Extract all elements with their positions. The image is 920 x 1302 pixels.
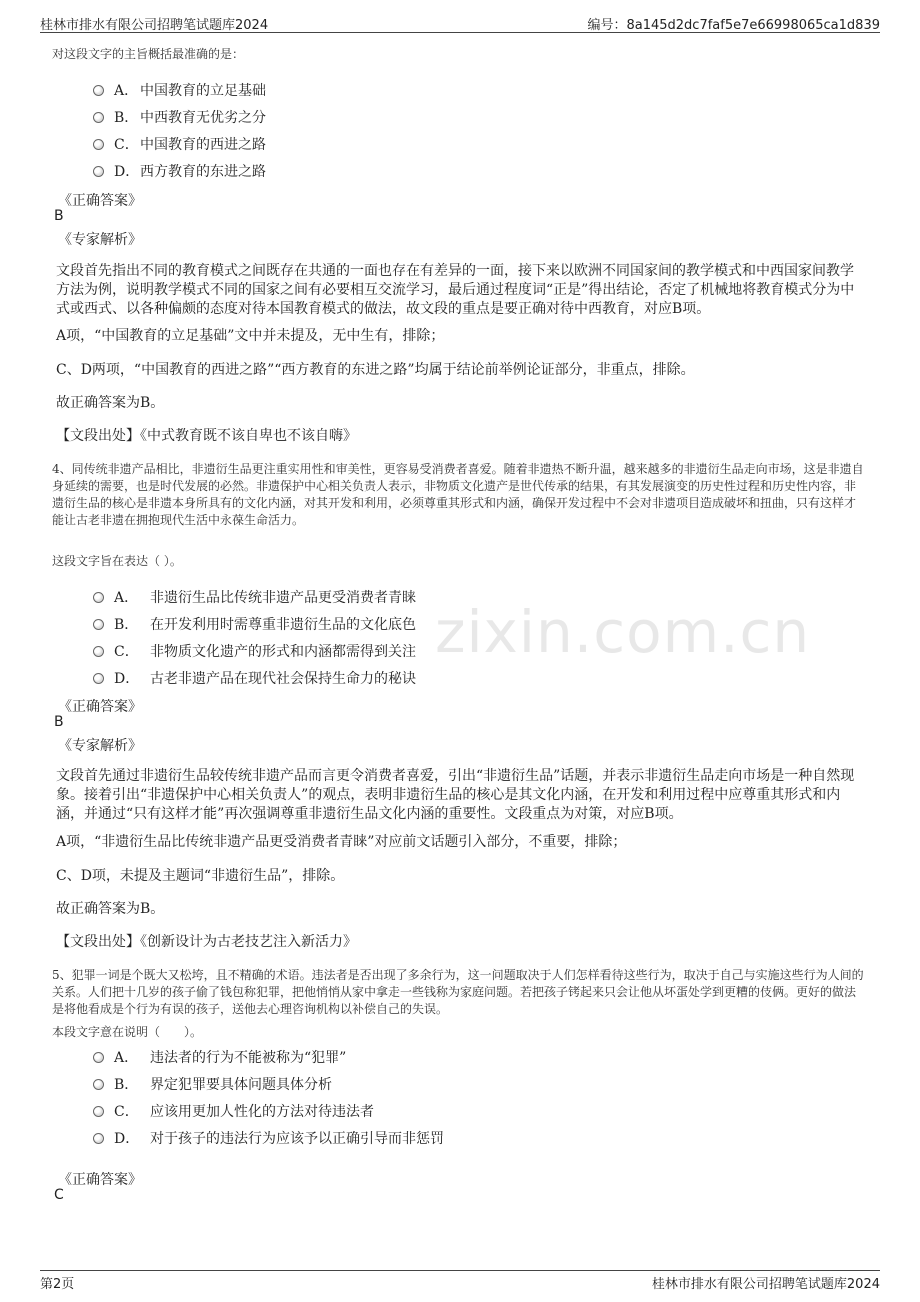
- q3-option-d[interactable]: [93, 161, 266, 181]
- radio-icon[interactable]: [93, 85, 104, 96]
- radio-icon[interactable]: [93, 166, 104, 177]
- option-letter: B．: [114, 1077, 139, 1093]
- option-text: 古老非遗产品在现代社会保持生命力的秘诀: [150, 671, 416, 687]
- radio-icon[interactable]: [93, 1133, 104, 1144]
- q3-analysis-option-cd: C、D两项，“中国教育的西进之路”“西方教育的东进之路”均属于结论前举例论证部分，非重点，排除。: [56, 362, 695, 378]
- q3-analysis: 文段首先指出不同的教育模式之间既存在共通的一面也存在有差异的一面，接下来以欧洲不同国家间的教学模式和中西国家间教学方法为例，说明教学模式不同的国家之间有必要相互交流学习，最后通过程度词“正是”得出结论，否定了机械地将教育模式分为中式或西式、以各种偏颇的态度对待本国教育模式的做法，故文段的重点是要正确对待中西教育，对应B项。: [56, 263, 855, 317]
- q3-answer-label: 《正确答案》: [58, 193, 142, 209]
- radio-icon[interactable]: [93, 1106, 104, 1117]
- option-letter: A．: [114, 590, 139, 606]
- option-letter: A．: [114, 83, 139, 99]
- option-letter: D．: [114, 164, 140, 180]
- document-code: 编号：8a145d2dc7faf5e7e66998065ca1d839: [587, 18, 880, 33]
- watermark: zixin.com.cn: [435, 598, 811, 666]
- q3-analysis-option-a: A项，“中国教育的立足基础”文中并未提及，无中生有，排除；: [56, 328, 445, 344]
- q3-conclusion: 故正确答案为B。: [56, 395, 165, 411]
- option-text: 非遗衍生品比传统非遗产品更受消费者青睐: [150, 590, 416, 606]
- q4-analysis-option-a: A项，“非遗衍生品比传统非遗产品更受消费者青睐”对应前文话题引入部分，不重要，排除；: [56, 834, 627, 850]
- q5-stem: 本段文字意在说明（ ）。: [52, 1025, 203, 1039]
- radio-icon[interactable]: [93, 592, 104, 603]
- radio-icon[interactable]: [93, 139, 104, 150]
- q4-passage: 4、同传统非遗产品相比，非遗衍生品更注重实用性和审美性，更容易受消费者喜爱。随着非遗热不断升温，越来越多的非遗衍生品走向市场，这是非遗自身延续的需要，也是时代发展的必然。非遗保护中心相关负责人表示，非物质文化遗产是世代传承的结果，有其发展演变的历史性过程和历史性内容，非遗衍生品的核心是非遗本身所具有的文化内涵，对其开发和利用，必须尊重其形式和内涵，确保开发过程中不会对非遗项目造成破坏和扭曲，只有这样才能让古老非遗在拥抱现代生活中永葆生命活力。: [52, 462, 864, 527]
- q4-option-b[interactable]: [93, 614, 416, 634]
- q4-analysis: 文段首先通过非遗衍生品较传统非遗产品而言更令消费者喜爱，引出“非遗衍生品”话题，并表示非遗衍生品走向市场是一种自然现象。接着引出“非遗保护中心相关负责人”的观点，表明非遗衍生品的核心是其文化内涵，在开发和利用过程中应尊重其形式和内涵，并通过“只有这样才能”再次强调尊重非遗衍生品文化内涵的重要性。文段重点为对策，对应B项。: [56, 768, 855, 822]
- radio-icon[interactable]: [93, 646, 104, 657]
- option-text: 西方教育的东进之路: [140, 164, 266, 180]
- option-text: 应该用更加人性化的方法对待违法者: [150, 1104, 374, 1120]
- q3-analysis-label: 《专家解析》: [58, 232, 142, 248]
- q4-option-d[interactable]: [93, 668, 416, 688]
- option-text: 界定犯罪要具体问题具体分析: [150, 1077, 332, 1093]
- option-letter: C．: [114, 644, 139, 660]
- q4-conclusion: 故正确答案为B。: [56, 901, 165, 917]
- q3-answer: B: [54, 208, 64, 224]
- option-text: 对于孩子的违法行为应该予以正确引导而非惩罚: [150, 1131, 444, 1147]
- q4-option-a[interactable]: [93, 587, 416, 607]
- q3-stem: 对这段文字的主旨概括最准确的是：: [52, 47, 245, 61]
- q5-option-c[interactable]: [93, 1101, 374, 1121]
- q3-option-a[interactable]: [93, 80, 266, 100]
- q5-answer-label: 《正确答案》: [58, 1172, 142, 1188]
- q5-answer: C: [54, 1187, 64, 1203]
- q5-option-a[interactable]: [93, 1047, 346, 1067]
- q4-answer-label: 《正确答案》: [58, 699, 142, 715]
- option-letter: D．: [114, 671, 140, 687]
- q4-analysis-label: 《专家解析》: [58, 738, 142, 754]
- radio-icon[interactable]: [93, 619, 104, 630]
- q4-source: 【文段出处】《创新设计为古老技艺注入新活力》: [56, 934, 357, 950]
- header-title: 桂林市排水有限公司招聘笔试题库2024: [40, 18, 269, 33]
- option-text: 中国教育的西进之路: [140, 137, 266, 153]
- radio-icon[interactable]: [93, 1052, 104, 1063]
- option-letter: B．: [114, 617, 139, 633]
- q3-source: 【文段出处】《中式教育既不该自卑也不该自嗨》: [56, 428, 357, 444]
- radio-icon[interactable]: [93, 1079, 104, 1090]
- option-letter: C．: [114, 1104, 139, 1120]
- q3-option-b[interactable]: [93, 107, 266, 127]
- option-letter: B．: [114, 110, 139, 126]
- page-footer: [40, 1270, 880, 1291]
- radio-icon[interactable]: [93, 112, 104, 123]
- option-text: 中西教育无优劣之分: [140, 110, 266, 126]
- option-text: 非物质文化遗产的形式和内涵都需得到关注: [150, 644, 416, 660]
- option-text: 违法者的行为不能被称为“犯罪”: [150, 1050, 347, 1066]
- q5-option-b[interactable]: [93, 1074, 332, 1094]
- option-letter: A．: [114, 1050, 139, 1066]
- q4-option-c[interactable]: [93, 641, 416, 661]
- option-letter: C．: [114, 137, 139, 153]
- page-header: [40, 12, 880, 33]
- q3-option-c[interactable]: [93, 134, 266, 154]
- option-text: 在开发利用时需尊重非遗衍生品的文化底色: [150, 617, 416, 633]
- q4-analysis-option-cd: C、D项，未提及主题词“非遗衍生品”，排除。: [56, 868, 345, 884]
- option-letter: D．: [114, 1131, 140, 1147]
- q4-stem: 这段文字旨在表达（ ）。: [52, 554, 182, 568]
- q4-answer: B: [54, 714, 64, 730]
- option-text: 中国教育的立足基础: [140, 83, 266, 99]
- q5-option-d[interactable]: [93, 1128, 444, 1148]
- q5-passage: 5、犯罪一词是个既大又松垮，且不精确的术语。违法者是否出现了多余行为，这一问题取决于人们怎样看待这些行为，取决于自己与实施这些行为人间的关系。人们把十几岁的孩子偷了钱包称犯罪，把他悄悄从家中拿走一些钱称为家庭问题。若把孩子铐起来只会让他从坏蛋处学到更糟的伎俩。更好的做法是将他看成是个行为有误的孩子，送他去心理咨询机构以补偿自己的失误。: [52, 968, 864, 1016]
- page-number: 第2页: [40, 1277, 75, 1292]
- radio-icon[interactable]: [93, 673, 104, 684]
- footer-title: 桂林市排水有限公司招聘笔试题库2024: [651, 1277, 880, 1292]
